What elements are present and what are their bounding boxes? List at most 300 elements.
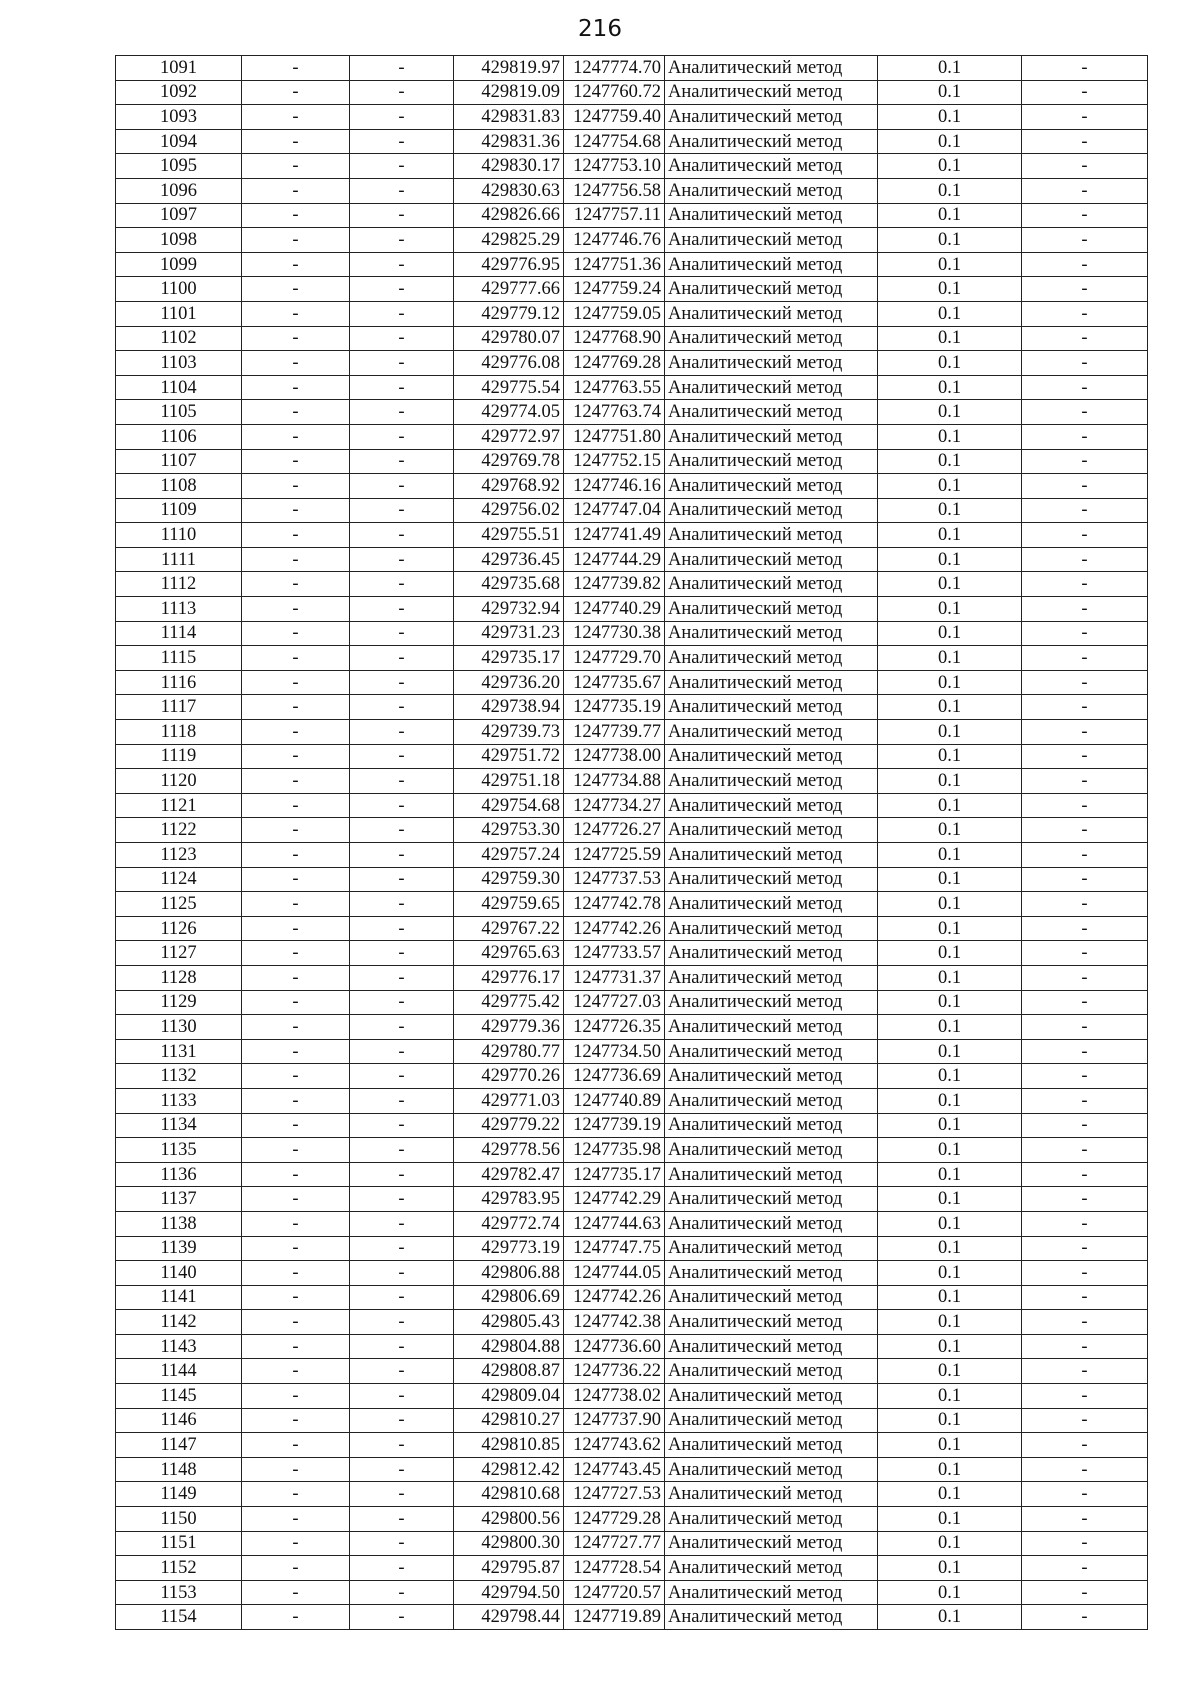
empty-cell-3: - [1022,1187,1148,1212]
method-cell: Аналитический метод [665,1359,878,1384]
empty-cell-3: - [1022,252,1148,277]
empty-cell-2: - [350,523,454,548]
empty-cell-2: - [350,1015,454,1040]
method-cell: Аналитический метод [665,1457,878,1482]
empty-cell-1: - [242,474,350,499]
x-coordinate-cell: 429767.22 [454,916,564,941]
point-number-cell: 1122 [116,818,242,843]
method-cell: Аналитический метод [665,720,878,745]
empty-cell-1: - [242,1457,350,1482]
accuracy-cell: 0.1 [878,1285,1022,1310]
table-row [116,203,1148,228]
empty-cell-3: - [1022,351,1148,376]
method-cell: Аналитический метод [665,498,878,523]
empty-cell-1: - [242,1015,350,1040]
empty-cell-3: - [1022,1310,1148,1335]
empty-cell-2: - [350,867,454,892]
empty-cell-1: - [242,1310,350,1335]
accuracy-cell: 0.1 [878,203,1022,228]
method-cell: Аналитический метод [665,1064,878,1089]
y-coordinate-cell: 1247729.70 [564,646,665,671]
accuracy-cell: 0.1 [878,400,1022,425]
empty-cell-2: - [350,1334,454,1359]
accuracy-cell: 0.1 [878,523,1022,548]
accuracy-cell: 0.1 [878,1384,1022,1409]
accuracy-cell: 0.1 [878,916,1022,941]
table-row [116,621,1148,646]
accuracy-cell: 0.1 [878,769,1022,794]
empty-cell-3: - [1022,720,1148,745]
y-coordinate-cell: 1247741.49 [564,523,665,548]
method-cell: Аналитический метод [665,228,878,253]
point-number-cell: 1104 [116,375,242,400]
y-coordinate-cell: 1247754.68 [564,129,665,154]
empty-cell-1: - [242,129,350,154]
empty-cell-2: - [350,990,454,1015]
point-number-cell: 1103 [116,351,242,376]
empty-cell-2: - [350,1138,454,1163]
empty-cell-1: - [242,1408,350,1433]
empty-cell-3: - [1022,1162,1148,1187]
method-cell: Аналитический метод [665,1408,878,1433]
empty-cell-2: - [350,769,454,794]
accuracy-cell: 0.1 [878,1064,1022,1089]
empty-cell-2: - [350,154,454,179]
table-row [116,1039,1148,1064]
empty-cell-3: - [1022,474,1148,499]
table-row [116,892,1148,917]
empty-cell-3: - [1022,326,1148,351]
empty-cell-3: - [1022,1433,1148,1458]
empty-cell-3: - [1022,1556,1148,1581]
accuracy-cell: 0.1 [878,277,1022,302]
page-number: 216 [578,16,622,42]
y-coordinate-cell: 1247726.27 [564,818,665,843]
point-number-cell: 1126 [116,916,242,941]
y-coordinate-cell: 1247744.63 [564,1211,665,1236]
method-cell: Аналитический метод [665,1605,878,1630]
table-row [116,1285,1148,1310]
method-cell: Аналитический метод [665,1211,878,1236]
x-coordinate-cell: 429776.17 [454,965,564,990]
empty-cell-2: - [350,744,454,769]
empty-cell-1: - [242,670,350,695]
empty-cell-2: - [350,498,454,523]
y-coordinate-cell: 1247728.54 [564,1556,665,1581]
empty-cell-2: - [350,1211,454,1236]
x-coordinate-cell: 429779.36 [454,1015,564,1040]
empty-cell-1: - [242,597,350,622]
empty-cell-3: - [1022,1138,1148,1163]
table-row [116,818,1148,843]
empty-cell-2: - [350,695,454,720]
method-cell: Аналитический метод [665,990,878,1015]
empty-cell-2: - [350,646,454,671]
accuracy-cell: 0.1 [878,1088,1022,1113]
empty-cell-3: - [1022,916,1148,941]
table-row [116,941,1148,966]
point-number-cell: 1125 [116,892,242,917]
point-number-cell: 1111 [116,547,242,572]
point-number-cell: 1133 [116,1088,242,1113]
table-row [116,277,1148,302]
empty-cell-2: - [350,1039,454,1064]
empty-cell-3: - [1022,1211,1148,1236]
point-number-cell: 1139 [116,1236,242,1261]
accuracy-cell: 0.1 [878,941,1022,966]
method-cell: Аналитический метод [665,1531,878,1556]
empty-cell-1: - [242,449,350,474]
accuracy-cell: 0.1 [878,818,1022,843]
x-coordinate-cell: 429794.50 [454,1580,564,1605]
table-row [116,1064,1148,1089]
y-coordinate-cell: 1247725.59 [564,843,665,868]
empty-cell-3: - [1022,621,1148,646]
table-row [116,1384,1148,1409]
x-coordinate-cell: 429765.63 [454,941,564,966]
method-cell: Аналитический метод [665,916,878,941]
accuracy-cell: 0.1 [878,990,1022,1015]
empty-cell-2: - [350,670,454,695]
table-body [116,56,1148,1630]
accuracy-cell: 0.1 [878,1310,1022,1335]
empty-cell-3: - [1022,818,1148,843]
point-number-cell: 1097 [116,203,242,228]
y-coordinate-cell: 1247743.45 [564,1457,665,1482]
y-coordinate-cell: 1247736.22 [564,1359,665,1384]
accuracy-cell: 0.1 [878,1162,1022,1187]
table-row [116,474,1148,499]
method-cell: Аналитический метод [665,1015,878,1040]
empty-cell-3: - [1022,523,1148,548]
x-coordinate-cell: 429819.97 [454,56,564,81]
x-coordinate-cell: 429775.54 [454,375,564,400]
empty-cell-1: - [242,695,350,720]
empty-cell-2: - [350,1507,454,1532]
empty-cell-3: - [1022,1113,1148,1138]
empty-cell-1: - [242,351,350,376]
y-coordinate-cell: 1247727.77 [564,1531,665,1556]
method-cell: Аналитический метод [665,154,878,179]
empty-cell-2: - [350,1187,454,1212]
empty-cell-2: - [350,572,454,597]
empty-cell-3: - [1022,400,1148,425]
y-coordinate-cell: 1247743.62 [564,1433,665,1458]
y-coordinate-cell: 1247746.76 [564,228,665,253]
table-row [116,1334,1148,1359]
accuracy-cell: 0.1 [878,252,1022,277]
table-row [116,252,1148,277]
empty-cell-1: - [242,1261,350,1286]
accuracy-cell: 0.1 [878,498,1022,523]
accuracy-cell: 0.1 [878,1531,1022,1556]
accuracy-cell: 0.1 [878,474,1022,499]
point-number-cell: 1102 [116,326,242,351]
point-number-cell: 1108 [116,474,242,499]
table-row [116,1211,1148,1236]
x-coordinate-cell: 429809.04 [454,1384,564,1409]
y-coordinate-cell: 1247730.38 [564,621,665,646]
table-row [116,301,1148,326]
y-coordinate-cell: 1247734.88 [564,769,665,794]
point-number-cell: 1123 [116,843,242,868]
accuracy-cell: 0.1 [878,301,1022,326]
y-coordinate-cell: 1247742.29 [564,1187,665,1212]
x-coordinate-cell: 429770.26 [454,1064,564,1089]
x-coordinate-cell: 429825.29 [454,228,564,253]
empty-cell-1: - [242,56,350,81]
empty-cell-3: - [1022,178,1148,203]
table-row [116,793,1148,818]
point-number-cell: 1112 [116,572,242,597]
y-coordinate-cell: 1247734.50 [564,1039,665,1064]
point-number-cell: 1130 [116,1015,242,1040]
x-coordinate-cell: 429831.36 [454,129,564,154]
x-coordinate-cell: 429800.30 [454,1531,564,1556]
method-cell: Аналитический метод [665,941,878,966]
y-coordinate-cell: 1247774.70 [564,56,665,81]
point-number-cell: 1146 [116,1408,242,1433]
method-cell: Аналитический метод [665,621,878,646]
table-row [116,843,1148,868]
empty-cell-1: - [242,375,350,400]
empty-cell-1: - [242,1334,350,1359]
point-number-cell: 1132 [116,1064,242,1089]
empty-cell-2: - [350,818,454,843]
accuracy-cell: 0.1 [878,129,1022,154]
empty-cell-2: - [350,1433,454,1458]
empty-cell-1: - [242,1433,350,1458]
method-cell: Аналитический метод [665,1088,878,1113]
accuracy-cell: 0.1 [878,1556,1022,1581]
table-row [116,965,1148,990]
y-coordinate-cell: 1247727.03 [564,990,665,1015]
accuracy-cell: 0.1 [878,228,1022,253]
x-coordinate-cell: 429757.24 [454,843,564,868]
y-coordinate-cell: 1247739.19 [564,1113,665,1138]
point-number-cell: 1098 [116,228,242,253]
table-row [116,1113,1148,1138]
empty-cell-3: - [1022,1236,1148,1261]
point-number-cell: 1095 [116,154,242,179]
empty-cell-1: - [242,523,350,548]
point-number-cell: 1117 [116,695,242,720]
x-coordinate-cell: 429808.87 [454,1359,564,1384]
method-cell: Аналитический метод [665,375,878,400]
accuracy-cell: 0.1 [878,1359,1022,1384]
x-coordinate-cell: 429795.87 [454,1556,564,1581]
point-number-cell: 1137 [116,1187,242,1212]
accuracy-cell: 0.1 [878,1039,1022,1064]
table-row [116,375,1148,400]
method-cell: Аналитический метод [665,1482,878,1507]
empty-cell-3: - [1022,1334,1148,1359]
empty-cell-3: - [1022,572,1148,597]
empty-cell-1: - [242,228,350,253]
empty-cell-3: - [1022,105,1148,130]
empty-cell-1: - [242,1187,350,1212]
empty-cell-2: - [350,252,454,277]
method-cell: Аналитический метод [665,105,878,130]
empty-cell-2: - [350,1556,454,1581]
empty-cell-3: - [1022,424,1148,449]
empty-cell-1: - [242,547,350,572]
x-coordinate-cell: 429782.47 [454,1162,564,1187]
y-coordinate-cell: 1247742.26 [564,1285,665,1310]
y-coordinate-cell: 1247719.89 [564,1605,665,1630]
method-cell: Аналитический метод [665,1138,878,1163]
empty-cell-1: - [242,1605,350,1630]
point-number-cell: 1144 [116,1359,242,1384]
method-cell: Аналитический метод [665,547,878,572]
empty-cell-3: - [1022,1507,1148,1532]
method-cell: Аналитический метод [665,1433,878,1458]
empty-cell-3: - [1022,990,1148,1015]
empty-cell-3: - [1022,867,1148,892]
table-row [116,720,1148,745]
empty-cell-2: - [350,1359,454,1384]
table-row [116,695,1148,720]
x-coordinate-cell: 429736.20 [454,670,564,695]
empty-cell-2: - [350,351,454,376]
empty-cell-1: - [242,720,350,745]
x-coordinate-cell: 429754.68 [454,793,564,818]
y-coordinate-cell: 1247760.72 [564,80,665,105]
point-number-cell: 1131 [116,1039,242,1064]
accuracy-cell: 0.1 [878,547,1022,572]
accuracy-cell: 0.1 [878,867,1022,892]
point-number-cell: 1124 [116,867,242,892]
x-coordinate-cell: 429776.08 [454,351,564,376]
table-row [116,867,1148,892]
empty-cell-3: - [1022,1531,1148,1556]
y-coordinate-cell: 1247738.00 [564,744,665,769]
x-coordinate-cell: 429819.09 [454,80,564,105]
y-coordinate-cell: 1247720.57 [564,1580,665,1605]
empty-cell-3: - [1022,1285,1148,1310]
point-number-cell: 1115 [116,646,242,671]
x-coordinate-cell: 429772.97 [454,424,564,449]
y-coordinate-cell: 1247751.80 [564,424,665,449]
empty-cell-3: - [1022,1088,1148,1113]
method-cell: Аналитический метод [665,301,878,326]
y-coordinate-cell: 1247731.37 [564,965,665,990]
x-coordinate-cell: 429810.27 [454,1408,564,1433]
accuracy-cell: 0.1 [878,351,1022,376]
y-coordinate-cell: 1247768.90 [564,326,665,351]
accuracy-cell: 0.1 [878,178,1022,203]
x-coordinate-cell: 429759.65 [454,892,564,917]
empty-cell-3: - [1022,547,1148,572]
accuracy-cell: 0.1 [878,1187,1022,1212]
x-coordinate-cell: 429798.44 [454,1605,564,1630]
y-coordinate-cell: 1247737.90 [564,1408,665,1433]
x-coordinate-cell: 429739.73 [454,720,564,745]
empty-cell-3: - [1022,1359,1148,1384]
accuracy-cell: 0.1 [878,892,1022,917]
table-row [116,1088,1148,1113]
table-row [116,670,1148,695]
method-cell: Аналитический метод [665,793,878,818]
point-number-cell: 1100 [116,277,242,302]
table-row [116,129,1148,154]
empty-cell-3: - [1022,80,1148,105]
empty-cell-1: - [242,744,350,769]
empty-cell-3: - [1022,56,1148,81]
empty-cell-1: - [242,1211,350,1236]
table-row [116,326,1148,351]
y-coordinate-cell: 1247746.16 [564,474,665,499]
point-number-cell: 1105 [116,400,242,425]
empty-cell-3: - [1022,941,1148,966]
y-coordinate-cell: 1247735.67 [564,670,665,695]
y-coordinate-cell: 1247729.28 [564,1507,665,1532]
empty-cell-1: - [242,1384,350,1409]
table-row [116,105,1148,130]
empty-cell-1: - [242,203,350,228]
empty-cell-1: - [242,1580,350,1605]
x-coordinate-cell: 429780.07 [454,326,564,351]
accuracy-cell: 0.1 [878,965,1022,990]
y-coordinate-cell: 1247769.28 [564,351,665,376]
y-coordinate-cell: 1247763.55 [564,375,665,400]
y-coordinate-cell: 1247727.53 [564,1482,665,1507]
empty-cell-2: - [350,203,454,228]
empty-cell-2: - [350,1261,454,1286]
empty-cell-2: - [350,1236,454,1261]
empty-cell-2: - [350,965,454,990]
empty-cell-1: - [242,1039,350,1064]
y-coordinate-cell: 1247737.53 [564,867,665,892]
x-coordinate-cell: 429738.94 [454,695,564,720]
empty-cell-3: - [1022,744,1148,769]
accuracy-cell: 0.1 [878,375,1022,400]
empty-cell-2: - [350,1580,454,1605]
empty-cell-1: - [242,1162,350,1187]
point-number-cell: 1092 [116,80,242,105]
x-coordinate-cell: 429774.05 [454,400,564,425]
empty-cell-3: - [1022,769,1148,794]
point-number-cell: 1106 [116,424,242,449]
y-coordinate-cell: 1247736.60 [564,1334,665,1359]
empty-cell-2: - [350,301,454,326]
accuracy-cell: 0.1 [878,1113,1022,1138]
point-number-cell: 1128 [116,965,242,990]
table-row [116,498,1148,523]
empty-cell-3: - [1022,843,1148,868]
x-coordinate-cell: 429831.83 [454,105,564,130]
empty-cell-3: - [1022,1064,1148,1089]
empty-cell-1: - [242,818,350,843]
method-cell: Аналитический метод [665,178,878,203]
y-coordinate-cell: 1247742.26 [564,916,665,941]
table-row [116,572,1148,597]
empty-cell-1: - [242,400,350,425]
empty-cell-3: - [1022,203,1148,228]
method-cell: Аналитический метод [665,424,878,449]
method-cell: Аналитический метод [665,1580,878,1605]
accuracy-cell: 0.1 [878,1261,1022,1286]
method-cell: Аналитический метод [665,1285,878,1310]
empty-cell-3: - [1022,228,1148,253]
empty-cell-3: - [1022,1384,1148,1409]
y-coordinate-cell: 1247738.02 [564,1384,665,1409]
method-cell: Аналитический метод [665,1556,878,1581]
empty-cell-3: - [1022,670,1148,695]
empty-cell-1: - [242,1088,350,1113]
empty-cell-2: - [350,1162,454,1187]
x-coordinate-cell: 429780.77 [454,1039,564,1064]
